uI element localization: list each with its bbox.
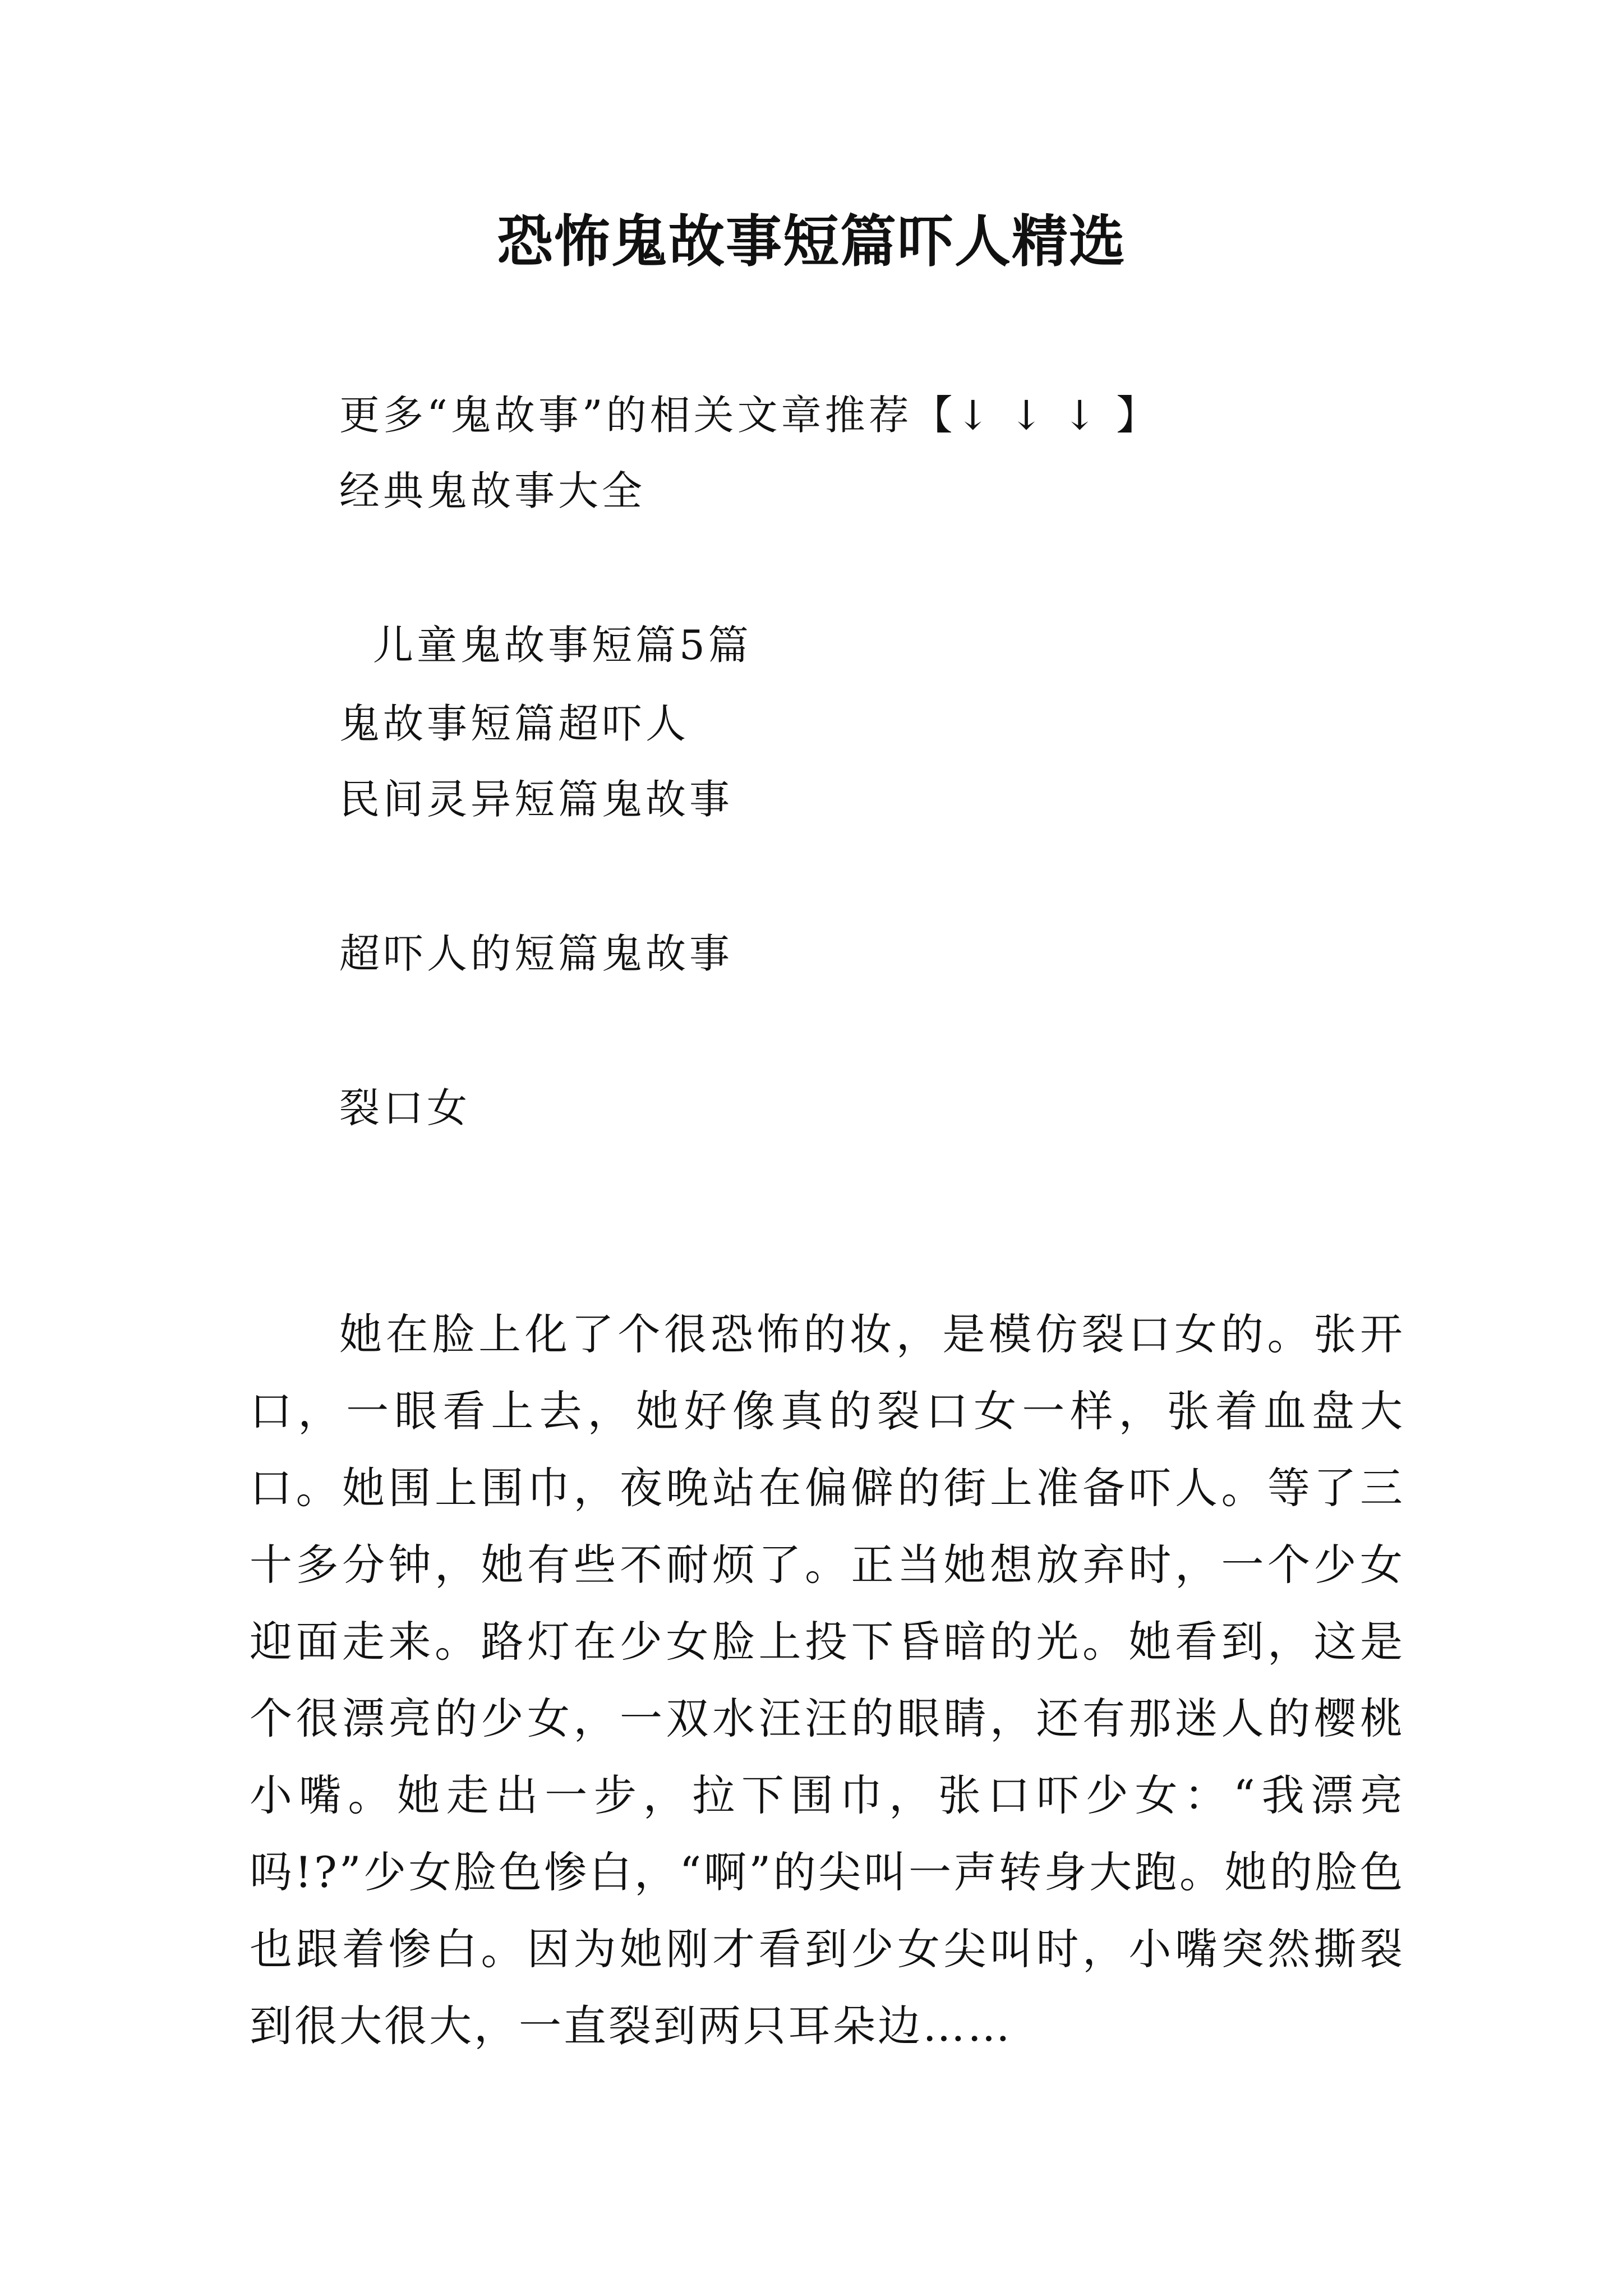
story-body: 她在脸上化了个很恐怖的妆，是模仿裂口女的。张开口，一眼看上去，她好像真的裂口女一样，张着血盘大口。她围上围巾，夜晚站在偏僻的街上准备吓人。等了三十多分钟，她有些不耐烦了。正当她想放弃时，一个少女迎面走来。路灯在少女脸上投下昏暗的光。她看到，这是个很漂亮的少女，一双水汪汪的眼睛，还有那迷人的樱桃小嘴。她走出一步，拉下围巾，张口吓少女：“我漂亮吗!?”少女脸色惨白，“啊”的尖叫一声转身大跑。她的脸色也跟着惨白。因为她刚才看到少女尖叫时，小嘴突然撕裂到很大很大，一直裂到两只耳朵边……	[250, 1309, 1405, 2051]
link-scary-short-stories[interactable]: 鬼故事短篇超吓人	[339, 700, 690, 747]
story-title: 裂口女	[339, 1084, 471, 1131]
link-folk-supernatural-stories[interactable]: 民间灵异短篇鬼故事	[339, 776, 734, 823]
link-children-ghost-stories[interactable]: 儿童鬼故事短篇5篇	[373, 622, 752, 669]
link-classic-ghost-stories[interactable]: 经典鬼故事大全	[339, 467, 646, 514]
section-heading: 超吓人的短篇鬼故事	[339, 930, 734, 977]
page-title: 恐怖鬼故事短篇吓人精选	[497, 208, 1126, 274]
recommend-line: 更多“鬼故事”的相关文章推荐【↓ ↓ ↓ 】	[339, 392, 1160, 439]
